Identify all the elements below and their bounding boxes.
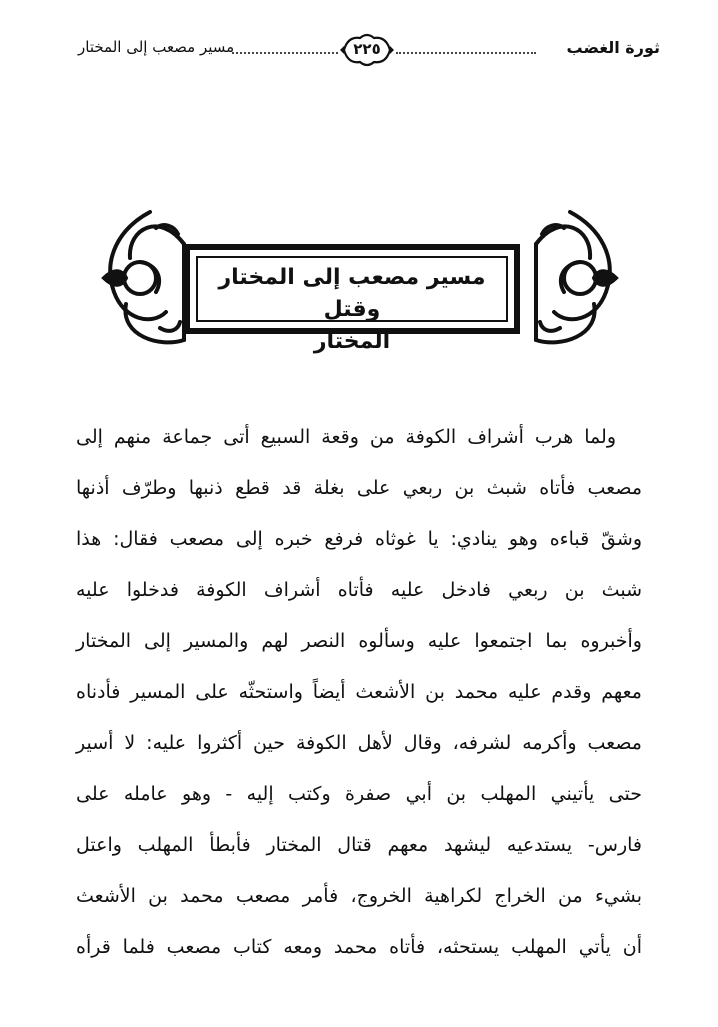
text-line: ولما هرب أشراف الكوفة من وقعة السبيع أتى جماعة منهم إلى — [76, 426, 616, 448]
text-line: شبث بن ربعي فادخل عليه فأتاه أشراف الكوفة فدخلوا عليه — [76, 579, 642, 601]
page-number-ornament — [338, 30, 396, 70]
text-line: أن يأتي المهلب يستحثه، فأتاه محمد ومعه كتاب مصعب فلما قرأه — [76, 936, 642, 958]
chapter-title-line-1: مسير مصعب إلى المختار وقتل — [218, 265, 486, 322]
text-line: بشيء من الخراج لكراهية الخروج، فأمر مصعب محمد بن الأشعث — [76, 885, 642, 907]
text-line: حتى يأتيني المهلب بن أبي صفرة وكتب إليه - وهو عامله على — [76, 783, 642, 805]
text-line: مصعب فأتاه شبث بن ربعي على بغلة قد قطع ذنبها وطرّف أذنها — [76, 477, 642, 499]
chapter-title — [190, 262, 514, 358]
chapter-title-box — [184, 244, 520, 354]
text-line: وشقّ قباءه وهو ينادي: يا غوثاه فرفع خبره إلى مصعب فقال: هذا — [76, 528, 642, 550]
chapter-title-line-2: المختار — [313, 329, 391, 354]
header-dotted-leader-left — [232, 52, 338, 54]
header-dotted-leader-right — [396, 52, 536, 54]
body-text — [76, 417, 642, 978]
chapter-running-title: مسير مصعب إلى المختار — [78, 38, 235, 56]
running-header — [0, 30, 718, 70]
text-line: وأخبروه بما اجتمعوا عليه وسألوه النصر لهم والمسير إلى المختار — [76, 630, 642, 652]
text-line: فارس- يستدعيه ليشهد معهم قتال المختار فأبطأ المهلب واعتل — [76, 834, 642, 856]
page-number: ٢٢٥ — [353, 40, 381, 58]
text-line: مصعب وأكرمه لشرفه، وقال لأهل الكوفة حين أكثروا عليه: لا أسير — [76, 732, 642, 754]
text-line: معهم وقدم عليه محمد بن الأشعث أيضاً واستحثّه على المسير فأدناه — [76, 681, 642, 703]
book-title: ثورة الغضب — [566, 38, 660, 57]
